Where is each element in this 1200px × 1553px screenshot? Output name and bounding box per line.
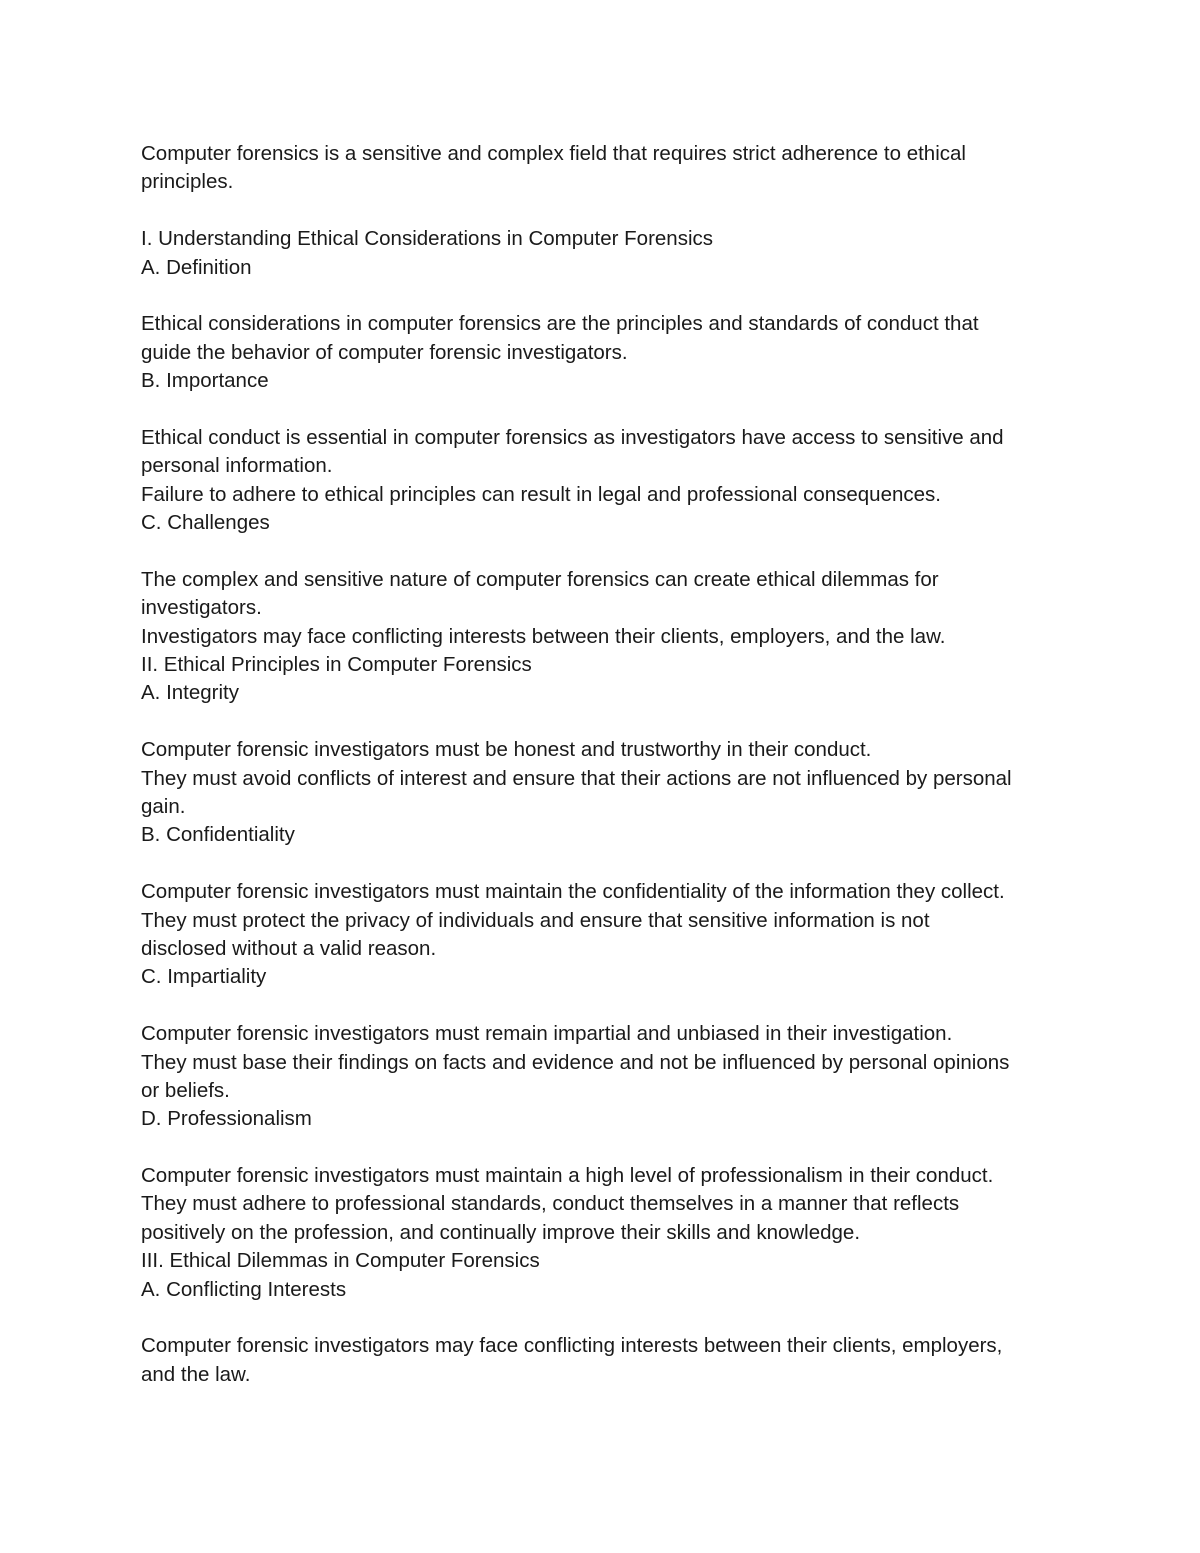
- blank-line: [141, 197, 1071, 225]
- paragraph-line: Computer forensic investigators may face conflicting interests between their clients, employers,: [141, 1334, 1003, 1358]
- blank-line: [141, 708, 1071, 736]
- paragraph-line: Computer forensic investigators must remain impartial and unbiased in their investigation.: [141, 1022, 953, 1046]
- section-heading-3: III. Ethical Dilemmas in Computer Forensics: [141, 1249, 540, 1273]
- paragraph-line: They must base their findings on facts and evidence and not be influenced by personal opinions: [141, 1050, 1010, 1074]
- paragraph-line: personal information.: [141, 454, 333, 478]
- paragraph-line: disclosed without a valid reason.: [141, 936, 437, 960]
- intro-line-2: principles.: [141, 170, 234, 194]
- paragraph-line: They must adhere to professional standards, conduct themselves in a manner that reflects: [141, 1192, 960, 1216]
- paragraph-line: Computer forensic investigators must maintain a high level of professionalism in their conduct.: [141, 1164, 994, 1188]
- subheading-definition: A. Definition: [141, 255, 252, 279]
- paragraph-line: gain.: [141, 794, 186, 818]
- blank-line: [141, 1134, 1071, 1162]
- blank-line: [141, 992, 1071, 1020]
- paragraph-line: Ethical considerations in computer forensics are the principles and standards of conduct that: [141, 312, 979, 336]
- paragraph-line: Computer forensic investigators must be honest and trustworthy in their conduct.: [141, 738, 872, 762]
- paragraph-line: guide the behavior of computer forensic investigators.: [141, 340, 628, 364]
- paragraph-line: Ethical conduct is essential in computer forensics as investigators have access to sensitive and: [141, 425, 1004, 449]
- subheading-challenges: C. Challenges: [141, 511, 270, 535]
- paragraph-line: Failure to adhere to ethical principles can result in legal and professional consequences.: [141, 482, 941, 506]
- section-heading-2: II. Ethical Principles in Computer Forensics: [141, 653, 532, 677]
- document-page: [141, 140, 1071, 1389]
- paragraph-line: Investigators may face conflicting interests between their clients, employers, and the law.: [141, 624, 946, 648]
- blank-line: [141, 1304, 1071, 1332]
- section-heading-1: I. Understanding Ethical Considerations in Computer Forensics: [141, 227, 713, 251]
- subheading-integrity: A. Integrity: [141, 681, 239, 705]
- subheading-professionalism: D. Professionalism: [141, 1107, 312, 1131]
- subheading-importance: B. Importance: [141, 369, 269, 393]
- paragraph-line: They must protect the privacy of individuals and ensure that sensitive information is not: [141, 908, 930, 932]
- paragraph-line: and the law.: [141, 1362, 251, 1386]
- subheading-conflicting-interests: A. Conflicting Interests: [141, 1277, 347, 1301]
- paragraph-line: investigators.: [141, 596, 262, 620]
- paragraph-line: positively on the profession, and continually improve their skills and knowledge.: [141, 1220, 861, 1244]
- blank-line: [141, 396, 1071, 424]
- blank-line: [141, 850, 1071, 878]
- subheading-impartiality: C. Impartiality: [141, 965, 267, 989]
- intro-line-1: Computer forensics is a sensitive and complex field that requires strict adherence to ethical: [141, 142, 966, 165]
- paragraph-line: Computer forensic investigators must maintain the confidentiality of the information they collect.: [141, 880, 1005, 904]
- paragraph-line: The complex and sensitive nature of computer forensics can create ethical dilemmas for: [141, 567, 939, 591]
- paragraph-line: They must avoid conflicts of interest and ensure that their actions are not influenced by personal: [141, 766, 1012, 790]
- blank-line: [141, 282, 1071, 310]
- paragraph-line: or beliefs.: [141, 1078, 230, 1102]
- blank-line: [141, 537, 1071, 565]
- subheading-confidentiality: B. Confidentiality: [141, 823, 295, 847]
